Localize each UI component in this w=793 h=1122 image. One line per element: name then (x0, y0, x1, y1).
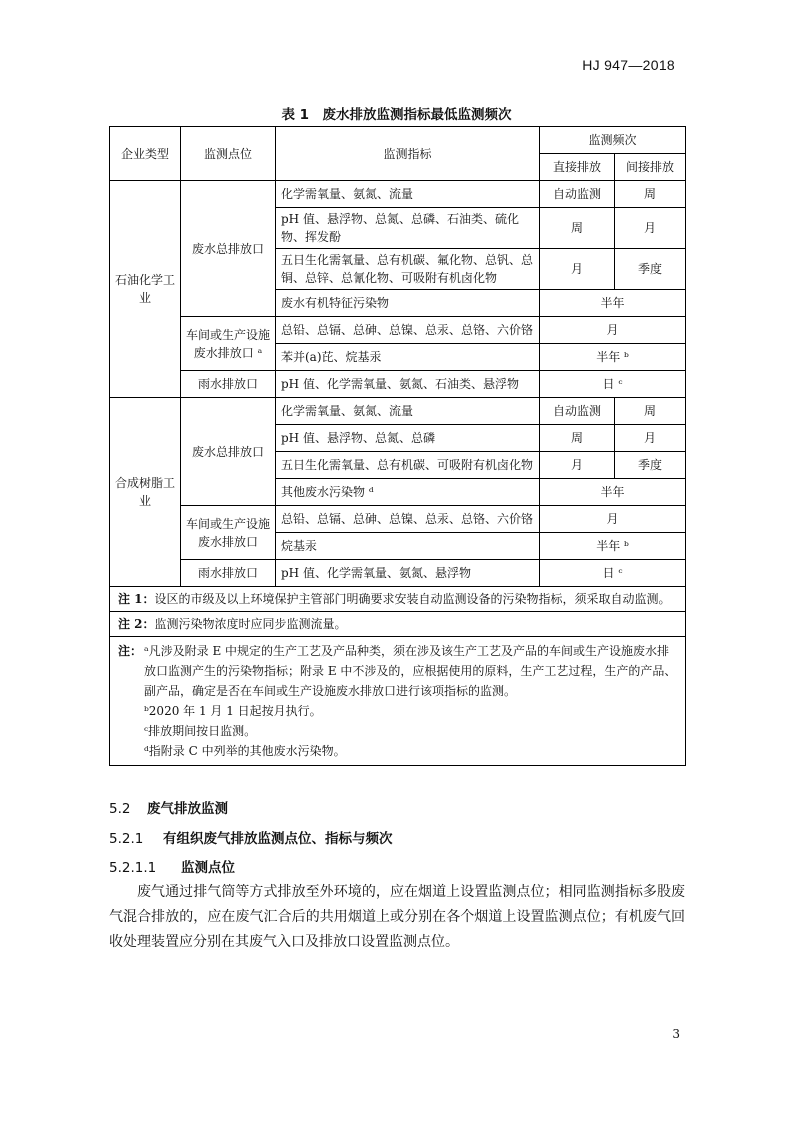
frequency-cell: 半年 ᵇ (540, 344, 686, 371)
header-enterprise-type: 企业类型 (110, 127, 181, 181)
location-cell: 车间或生产设施废水排放口 ᵃ (181, 317, 276, 371)
table-header-row (110, 127, 686, 154)
frequency-cell: 月 (540, 506, 686, 533)
header-location: 监测点位 (181, 127, 276, 181)
indicator-cell: 五日生化需氧量、总有机碳、可吸附有机卤化物 (276, 452, 540, 479)
indicator-cell: pH 值、化学需氧量、氨氮、石油类、悬浮物 (276, 371, 540, 398)
indicator-cell: 烷基汞 (276, 533, 540, 560)
table-row (110, 398, 686, 425)
direct-frequency-cell: 周 (540, 425, 615, 452)
frequency-cell: 半年 (540, 479, 686, 506)
frequency-cell: 日 ᶜ (540, 371, 686, 398)
indicator-cell: 化学需氧量、氨氮、流量 (276, 181, 540, 208)
direct-frequency-cell: 自动监测 (540, 398, 615, 425)
monitoring-frequency-table (109, 126, 686, 766)
direct-frequency-cell: 自动监测 (540, 181, 615, 208)
footnote-c: ᶜ排放期间按日监测。 (144, 724, 257, 738)
header-indicators: 监测指标 (276, 127, 540, 181)
frequency-cell: 日 ᶜ (540, 560, 686, 587)
table-row (110, 181, 686, 208)
note-1 (110, 587, 686, 612)
body-paragraph: 废气通过排气筒等方式排放至外环境的，应在烟道上设置监测点位；相同监测指标多股废气混合排放的，应在废气汇合后的共用烟道上或分别在各个烟道上设置监测点位；有机废气回收处理装置应分别在其废气入口及排放口设置监测点位。 (109, 884, 685, 950)
footnote-b: ᵇ2020 年 1 月 1 日起按月执行。 (144, 704, 322, 718)
location-cell: 车间或生产设施废水排放口 (181, 506, 276, 560)
indirect-frequency-cell: 周 (615, 181, 686, 208)
indirect-frequency-cell: 月 (615, 208, 686, 249)
section-number: 5.2 (109, 801, 131, 817)
section-number: 5.2.1.1 (109, 860, 157, 876)
frequency-cell: 半年 (540, 290, 686, 317)
header-frequency: 监测频次 (540, 127, 686, 154)
footnote-a: ᵃ凡涉及附录 E 中规定的生产工艺及产品种类，须在涉及该生产工艺及产品的车间或生产设施废水排放口监测产生的污染物指标；附录 E 中不涉及的，应根据使用的原料，生产工艺过程，生产的产品、副产品，确定是否在车间或生产设施废水排放口进行该项指标的监测。 (144, 644, 677, 698)
indicator-cell: 总铅、总镉、总砷、总镍、总汞、总铬、六价铬 (276, 317, 540, 344)
direct-frequency-cell: 月 (540, 452, 615, 479)
note-row (110, 637, 686, 766)
section-title: 废气排放监测 (147, 801, 228, 817)
note-row (110, 612, 686, 637)
section-heading-5-2 (109, 797, 228, 817)
section-number: 5.2.1 (109, 831, 144, 847)
table-row (110, 317, 686, 344)
note-1-text: 设区的市级及以上环境保护主管部门明确要求安装自动监测设备的污染物指标，须采取自动监测。 (154, 592, 671, 606)
indirect-frequency-cell: 季度 (615, 452, 686, 479)
section-heading-5-2-1-1 (109, 856, 235, 876)
standard-code: HJ 947—2018 (582, 57, 675, 73)
indicator-cell: 五日生化需氧量、总有机碳、氟化物、总钒、总铜、总锌、总氰化物、可吸附有机卤化物 (276, 249, 540, 290)
section-heading-5-2-1 (109, 827, 393, 847)
frequency-cell: 半年 ᵇ (540, 533, 686, 560)
direct-frequency-cell: 周 (540, 208, 615, 249)
indirect-frequency-cell: 季度 (615, 249, 686, 290)
indicator-cell: 总铅、总镉、总砷、总镍、总汞、总铬、六价铬 (276, 506, 540, 533)
footnote-d: ᵈ指附录 C 中列举的其他废水污染物。 (144, 744, 346, 758)
section-title: 有组织废气排放监测点位、指标与频次 (163, 831, 393, 847)
note-row (110, 587, 686, 612)
indirect-frequency-cell: 周 (615, 398, 686, 425)
section-title: 监测点位 (181, 860, 235, 876)
location-cell: 废水总排放口 (181, 398, 276, 506)
indicator-cell: 废水有机特征污染物 (276, 290, 540, 317)
indicator-cell: 苯并(a)芘、烷基汞 (276, 344, 540, 371)
frequency-cell: 月 (540, 317, 686, 344)
note-2-text: 监测污染物浓度时应同步监测流量。 (154, 617, 347, 631)
footnotes (110, 637, 686, 766)
location-cell: 雨水排放口 (181, 560, 276, 587)
indicator-cell: 化学需氧量、氨氮、流量 (276, 398, 540, 425)
table-row (110, 560, 686, 587)
header-indirect: 间接排放 (615, 154, 686, 181)
location-cell: 雨水排放口 (181, 371, 276, 398)
footnote-a-block (118, 641, 677, 701)
note-2-label: 注 2： (118, 617, 155, 631)
enterprise-type-cell: 石油化学工业 (110, 181, 181, 398)
indicator-cell: pH 值、悬浮物、总氮、总磷 (276, 425, 540, 452)
indirect-frequency-cell: 月 (615, 425, 686, 452)
page-number: 3 (672, 1027, 680, 1041)
indicator-cell: pH 值、化学需氧量、氨氮、悬浮物 (276, 560, 540, 587)
header-direct: 直接排放 (540, 154, 615, 181)
table-row (110, 371, 686, 398)
location-cell: 废水总排放口 (181, 181, 276, 317)
table-title: 表 1 废水排放监测指标最低监测频次 (281, 107, 512, 123)
enterprise-type-cell: 合成树脂工业 (110, 398, 181, 587)
indicator-cell: 其他废水污染物 ᵈ (276, 479, 540, 506)
indicator-cell: pH 值、悬浮物、总氮、总磷、石油类、硫化物、挥发酚 (276, 208, 540, 249)
note-3-label: 注： (118, 644, 143, 658)
note-2 (110, 612, 686, 637)
table-row (110, 506, 686, 533)
direct-frequency-cell: 月 (540, 249, 615, 290)
note-1-label: 注 1： (118, 592, 155, 606)
